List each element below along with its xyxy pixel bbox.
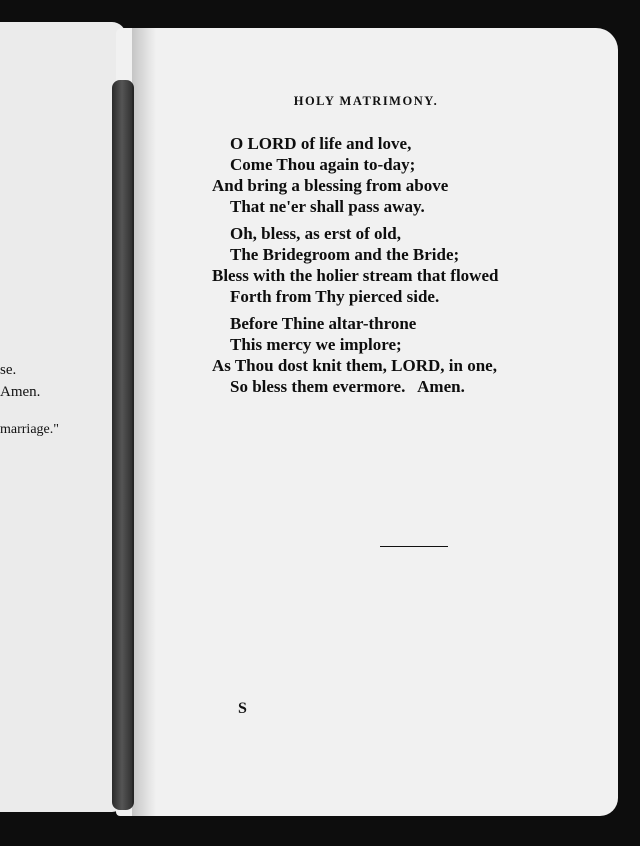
stanza-1-line-3: And bring a blessing from above <box>212 176 449 195</box>
book-gutter <box>112 80 134 810</box>
left-fragment-1: se. <box>0 362 17 378</box>
stanza-3-line-2: This mercy we implore; <box>230 335 402 354</box>
stanza-3-line-1: Before Thine altar-throne <box>230 314 417 333</box>
stanza-2-line-4: Forth from Thy pierced side. <box>230 287 440 306</box>
stanza-2-line-1: Oh, bless, as erst of old, <box>230 224 401 243</box>
section-rule <box>380 546 448 547</box>
left-page <box>0 22 126 812</box>
left-fragment-3: marriage." <box>0 422 59 437</box>
stanza-2-line-2: The Bridegroom and the Bride; <box>230 245 460 264</box>
stanza-3-line-4: So bless them evermore. Amen. <box>230 377 465 396</box>
left-fragment-2: Amen. <box>0 384 41 400</box>
stanza-3-line-3: As Thou dost knit them, LORD, in one, <box>212 356 497 375</box>
stanza-1-line-4: That ne'er shall pass away. <box>230 197 425 216</box>
page-signature: S <box>238 700 247 717</box>
gutter-shadow <box>132 28 156 816</box>
right-page <box>116 28 618 816</box>
stanza-1-line-2: Come Thou again to-day; <box>230 155 416 174</box>
page-header: HOLY MATRIMONY. <box>293 94 439 108</box>
stanza-1-line-1: O LORD of life and love, <box>230 134 412 153</box>
stanza-2-line-3: Bless with the holier stream that flowed <box>212 266 499 285</box>
